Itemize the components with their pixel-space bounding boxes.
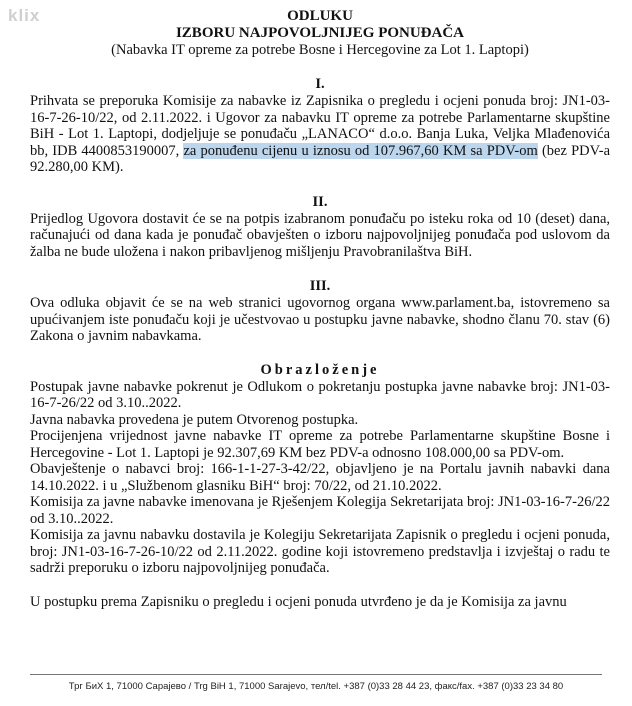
obrazlozenje-paragraph: Komisija za javnu nabavku dostavila je Kolegiju Sekretarijata Zapisnik o pregledu i ocjeni ponuda, broj: JN1-03-16-7-26-10/22 od 2.11.2022. godine koji istovremeno predstavlja i izvještaj o radu te sadrži preporuku o izboru najpovoljnijeg ponuđača. [30, 527, 610, 576]
section-number-2: II. [312, 193, 328, 210]
document-subtitle: IZBORU NAJPOVOLJNIJEG PONUĐAČA [175, 25, 465, 41]
section-3-text: Ova odluka objavit će se na web stranici ugovornog organa www.parlament.ba, istovremeno sa upućivanjem iste ponuđaču koji je učestvovao u postupku javne nabavke, shodno članu 70. stav (6) Zakona o javnim nabavkama. [30, 295, 610, 344]
footer-contact: Трг БиХ 1, 71000 Сарајево / Trg BiH 1, 71000 Sarajevo, тел/tel. +387 (0)33 28 44 23, факс/fax. +387 (0)33 23 34 80 [68, 681, 564, 692]
section-1-text-start: Prihvata se preporuka Komisije za nabavke iz Zapisnika o pregledu i ocjeni ponuda broj: JN1-03-16-7-26-10/22, od 2.11.2022. i Ugovor za nabavku IT opreme za potrebe Parlamentarne skupštine BiH - Lot 1. Laptopi, dodjeljuje se ponuđaču „LANACO“ d.o.o. Banja Luka, Veljka Mlađenovića bb, IDB 4400853190007, [30, 93, 610, 159]
document-title: ODLUKU [287, 8, 353, 24]
footer-divider [30, 674, 602, 675]
section-1-text-end: (bez PDV-a 92.280,00 KM). [30, 142, 611, 175]
obrazlozenje-paragraph: Obavještenje o nabavci broj: 166-1-1-27-3-42/22, objavljeno je na Portalu javnih nabavki dana 14.10.2022. i u „Službenom glasniku BiH“ broj: 70/22, od 21.10.2022. [30, 461, 610, 494]
obrazlozenje-paragraph: Postupak javne nabavke pokrenut je Odlukom o pokretanju postupka javne nabavke broj: JN1-03-16-7-26/22 od 3.10..2022. [30, 378, 610, 411]
document-note: (Nabavka IT opreme za potrebe Bosne i Hercegovine za Lot 1. Laptopi) [111, 42, 529, 58]
obrazlozenje-paragraph: Procijenjena vrijednost javne nabavke IT opreme za potrebe Parlamentarne skupštine Bosne i Hercegovine - Lot 1. Laptopi je 92.307,69 KM bez PDV-a odnosno 108.000,00 sa PDV-om. [30, 428, 610, 461]
section-2-text: Prijedlog Ugovora dostavit će se na potpis izabranom ponuđaču po isteku roka od 10 (deset) dana, računajući od dana kada je ponuđač obavješten o izboru najpovoljnijeg ponuđača pod uslovom da žalba ne bude uložena i nakon pribavljenog mišljenju Pravobranilaštva BiH. [30, 210, 610, 260]
section-number-3: III. [309, 278, 331, 294]
document-page [30, 8, 610, 610]
obrazlozenje-paragraph: Komisija za javne nabavke imenovana je Rješenjem Kolegija Sekretarijata broj: JN1-03-16-7-26/22 od 3.10..2022. [30, 494, 610, 527]
section-1-text [30, 93, 610, 176]
obrazlozenje-paragraph: U postupku prema Zapisniku o pregledu i ocjeni ponuda utvrđeno je da je Komisija za javnu [30, 593, 567, 610]
section-number-1: I. [315, 76, 325, 92]
obrazlozenje-title: Obrazloženje [260, 361, 380, 378]
klix-watermark-logo: klix [8, 6, 41, 25]
obrazlozenje-paragraph: Javna nabavka provedena je putem Otvorenog postupka. [30, 411, 359, 428]
highlighted-price: za ponuđenu cijenu u iznosu od 107.967,60 KM sa PDV-om [183, 142, 538, 159]
